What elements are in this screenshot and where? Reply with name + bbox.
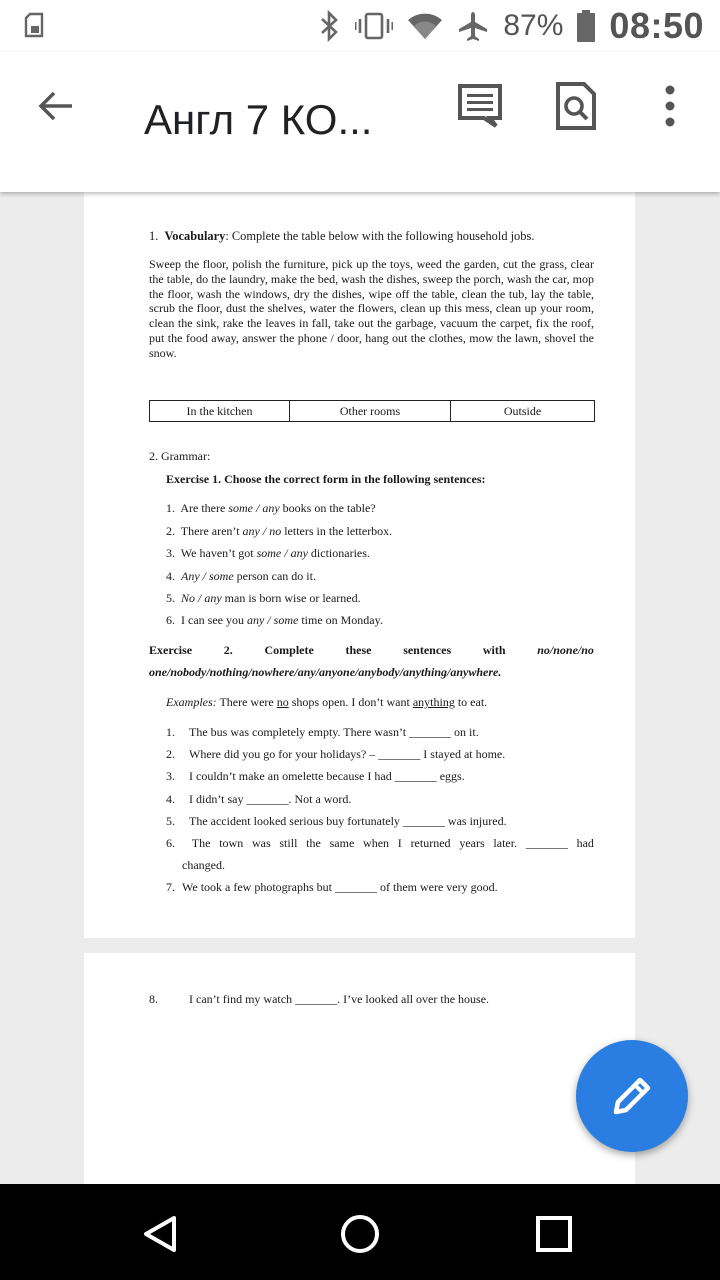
document-page-1 (84, 192, 635, 938)
home-circle-icon[interactable] (340, 1214, 380, 1254)
table-header-other-rooms: Other rooms (290, 401, 451, 422)
edit-fab-button[interactable] (576, 1040, 688, 1152)
household-jobs-table (149, 400, 595, 422)
sd-card-icon (24, 12, 46, 38)
exercise-2-item: 3. I couldn’t make an omelette because I had _______ eggs. (166, 769, 465, 783)
bluetooth-icon (319, 10, 341, 42)
exercise-1-item: 3. We haven’t got some / any dictionaries. (166, 546, 370, 560)
exercise-2-item: 7. We took a few photographs but _______ of them were very good. (166, 880, 498, 894)
grammar-heading: 2. Grammar: (149, 449, 211, 463)
household-jobs-paragraph: Sweep the floor, polish the furniture, pick up the toys, weed the garden, cut the grass, clear the table, do the laundry, make the bed, wash the dishes, sweep the porch, wash the car, mop the floor, wash the windows, dry the dishes, wipe off the table, clean the tub, lay the table, scrub the floor, dust the shelves, water the flowers, clean up this mess, clean up your room, clean the sink, rake the leaves in fall, take out the garbage, vacuum the carpet, fix the roof, put the food away, answer the phone / door, hang out the clothes, mow the lawn, shovel the snow. (149, 257, 594, 360)
battery-icon (577, 10, 595, 42)
airplane-icon (457, 10, 489, 42)
clock: 08:50 (609, 5, 704, 46)
edit-pencil-icon (610, 1074, 654, 1118)
document-page-2 (84, 953, 635, 1184)
exercise-1-item: 5. No / any man is born wise or learned. (166, 591, 361, 605)
find-in-document-icon[interactable] (556, 82, 596, 130)
exercise-1-item: 4. Any / some person can do it. (166, 569, 316, 583)
exercise-2-item-8: 8. I can’t find my watch _______. I’ve looked all over the house. (149, 992, 490, 1006)
more-vert-icon[interactable] (656, 84, 684, 128)
system-nav-bar (0, 1184, 720, 1280)
exercise-2-item: 6. The town was still the same when I returned years later. _______ had changed. (166, 836, 594, 872)
battery-percent: 87% (503, 9, 564, 42)
recents-square-icon[interactable] (534, 1214, 574, 1254)
exercise-2-examples: Examples: There were no shops open. I don’t want anything to eat. (166, 695, 488, 709)
app-bar (0, 52, 720, 192)
wifi-icon (407, 11, 443, 41)
comment-icon[interactable] (456, 82, 504, 130)
exercise-2-item: 5. The accident looked serious buy fortunately _______ was injured. (166, 814, 507, 828)
exercise-2-item: 1. The bus was completely empty. There wasn’t _______ on it. (166, 725, 479, 739)
exercise-1-title: Exercise 1. Choose the correct form in the following sentences: (166, 472, 486, 486)
status-bar (0, 0, 720, 52)
table-header-kitchen: In the kitchen (150, 401, 290, 422)
vibrate-icon (355, 11, 393, 41)
back-arrow-icon[interactable] (34, 84, 78, 128)
exercise-2-item: 4. I didn’t say _______. Not a word. (166, 792, 352, 806)
exercise-1-item: 2. There aren’t any / no letters in the letterbox. (166, 524, 393, 538)
vocabulary-heading: 1. Vocabulary: Complete the table below with the following household jobs. (149, 229, 535, 243)
exercise-2-title-line-2: one/nobody/nothing/nowhere/any/anyone/anybody/anything/anywhere. (149, 665, 502, 679)
exercise-2-item: 2. Where did you go for your holidays? – _______ I stayed at home. (166, 747, 506, 761)
document-title: Англ 7 КО... (144, 96, 373, 143)
back-triangle-icon[interactable] (140, 1214, 180, 1254)
table-header-outside: Outside (451, 401, 595, 422)
exercise-2-title: Exercise 2. Complete these sentences with no/none/no (149, 643, 594, 657)
exercise-1-item: 1. Are there some / any books on the table? (166, 501, 376, 515)
exercise-1-item: 6. I can see you any / some time on Monday. (166, 613, 383, 627)
